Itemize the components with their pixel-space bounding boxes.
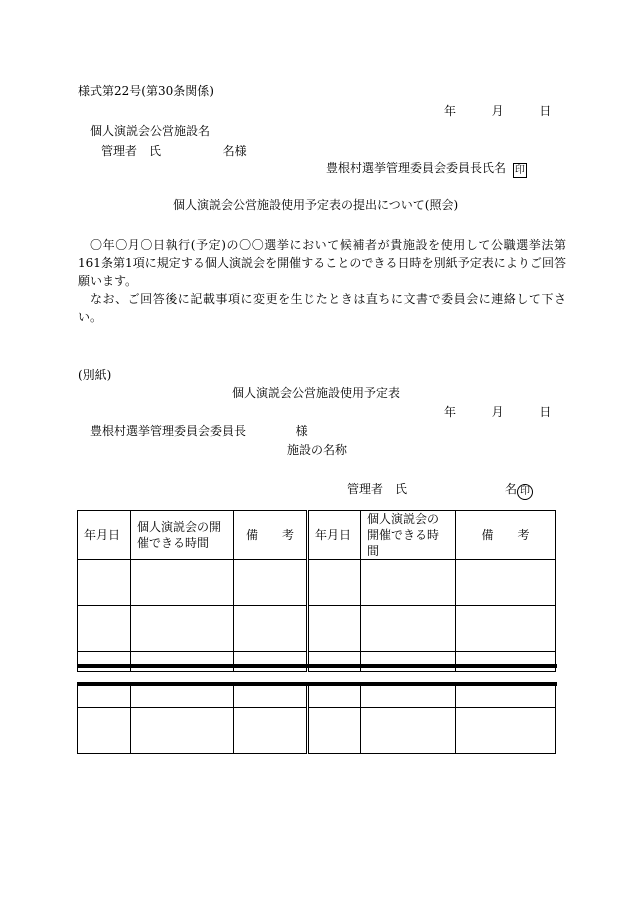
- header-remarks-1: 備 考: [234, 511, 308, 560]
- attachment-label: (別紙): [78, 368, 112, 382]
- table-cell: [308, 686, 361, 708]
- date-day: 日: [539, 104, 552, 118]
- table-cell: [308, 560, 361, 606]
- schedule-table-bottom: [77, 685, 556, 754]
- attachment-date-day: 日: [539, 405, 552, 419]
- addressee-manager-suffix: 名様: [222, 144, 247, 158]
- date-year: 年: [444, 104, 457, 118]
- table-cell: [361, 560, 456, 606]
- addressee-facility: 個人演説会公営施設名: [90, 124, 211, 138]
- attachment-honorific: 様: [295, 424, 308, 438]
- addressee-manager: [101, 144, 247, 158]
- table-row: [78, 686, 556, 708]
- table-header-row: [78, 511, 556, 560]
- table-cell: [78, 606, 131, 652]
- table-row: [78, 708, 556, 754]
- subject: 個人演説会公営施設使用予定表の提出について(照会): [173, 198, 459, 212]
- attachment-date-line: [444, 405, 551, 419]
- sender-title: 豊根村選挙管理委員会委員長氏名: [326, 161, 507, 175]
- manager-label: 管理者 氏: [347, 482, 408, 496]
- table-cell: [131, 652, 234, 672]
- attachment-date-month: 月: [491, 405, 504, 419]
- table-cell: [131, 560, 234, 606]
- manager-name-label: 名: [505, 482, 518, 496]
- date-month: 月: [491, 104, 504, 118]
- table-cell: [234, 606, 308, 652]
- header-date-1: 年月日: [78, 511, 131, 560]
- facility-label: 施設の名称: [287, 443, 348, 457]
- table-cell: [78, 686, 131, 708]
- table-cell: [78, 652, 131, 672]
- sender-seal: 印: [514, 165, 525, 176]
- table-cell: [456, 708, 556, 754]
- table-cell: [456, 560, 556, 606]
- table-cell: [234, 708, 308, 754]
- attachment-addressee-line: [90, 424, 308, 438]
- table-cell: [78, 560, 131, 606]
- sender-line: [326, 161, 527, 178]
- table-cell: [234, 652, 308, 672]
- header-time-2: 個人演説会の開催できる時間: [361, 511, 456, 560]
- addressee-manager-prefix: 管理者 氏: [101, 144, 162, 158]
- body-paragraph-1: 〇年〇月〇日執行(予定)の〇〇選挙において候補者が貴施設を使用して公職選挙法第161条第1項に規定する個人演説会を開催することのできる日時を別紙予定表によりご回答願います。: [78, 238, 566, 288]
- header-date-2: 年月日: [308, 511, 361, 560]
- table-cell: [131, 708, 234, 754]
- attachment-date-year: 年: [444, 405, 457, 419]
- table-cell: [308, 708, 361, 754]
- header-time-1: 個人演説会の開催できる時間: [131, 511, 234, 560]
- table-cell: [361, 652, 456, 672]
- manager-name-line: [505, 482, 533, 500]
- table-cell: [308, 652, 361, 672]
- table-row: [78, 560, 556, 606]
- header-remarks-2: 備 考: [456, 511, 556, 560]
- table-cell: [234, 560, 308, 606]
- form-number: 様式第22号(第30条関係): [78, 84, 214, 98]
- attachment-title: 個人演説会公営施設使用予定表: [232, 386, 401, 400]
- table-cell: [308, 606, 361, 652]
- table-cell: [361, 708, 456, 754]
- table-cell: [234, 686, 308, 708]
- table-break-line-top: [77, 664, 557, 668]
- table-row: [78, 652, 556, 672]
- schedule-table-top: [77, 510, 556, 672]
- table-cell: [78, 708, 131, 754]
- date-line: [444, 104, 551, 118]
- table-cell: [131, 686, 234, 708]
- table-cell: [361, 686, 456, 708]
- manager-seal: 印: [517, 484, 533, 500]
- table-cell: [456, 686, 556, 708]
- attachment-addressee: 豊根村選挙管理委員会委員長: [90, 424, 247, 438]
- table-row: [78, 606, 556, 652]
- table-cell: [361, 606, 456, 652]
- body-paragraph-2: なお、ご回答後に記載事項に変更を生じたときは直ちに文書で委員会に連絡して下さい。: [78, 292, 566, 324]
- table-cell: [131, 606, 234, 652]
- table-cell: [456, 652, 556, 672]
- table-cell: [456, 606, 556, 652]
